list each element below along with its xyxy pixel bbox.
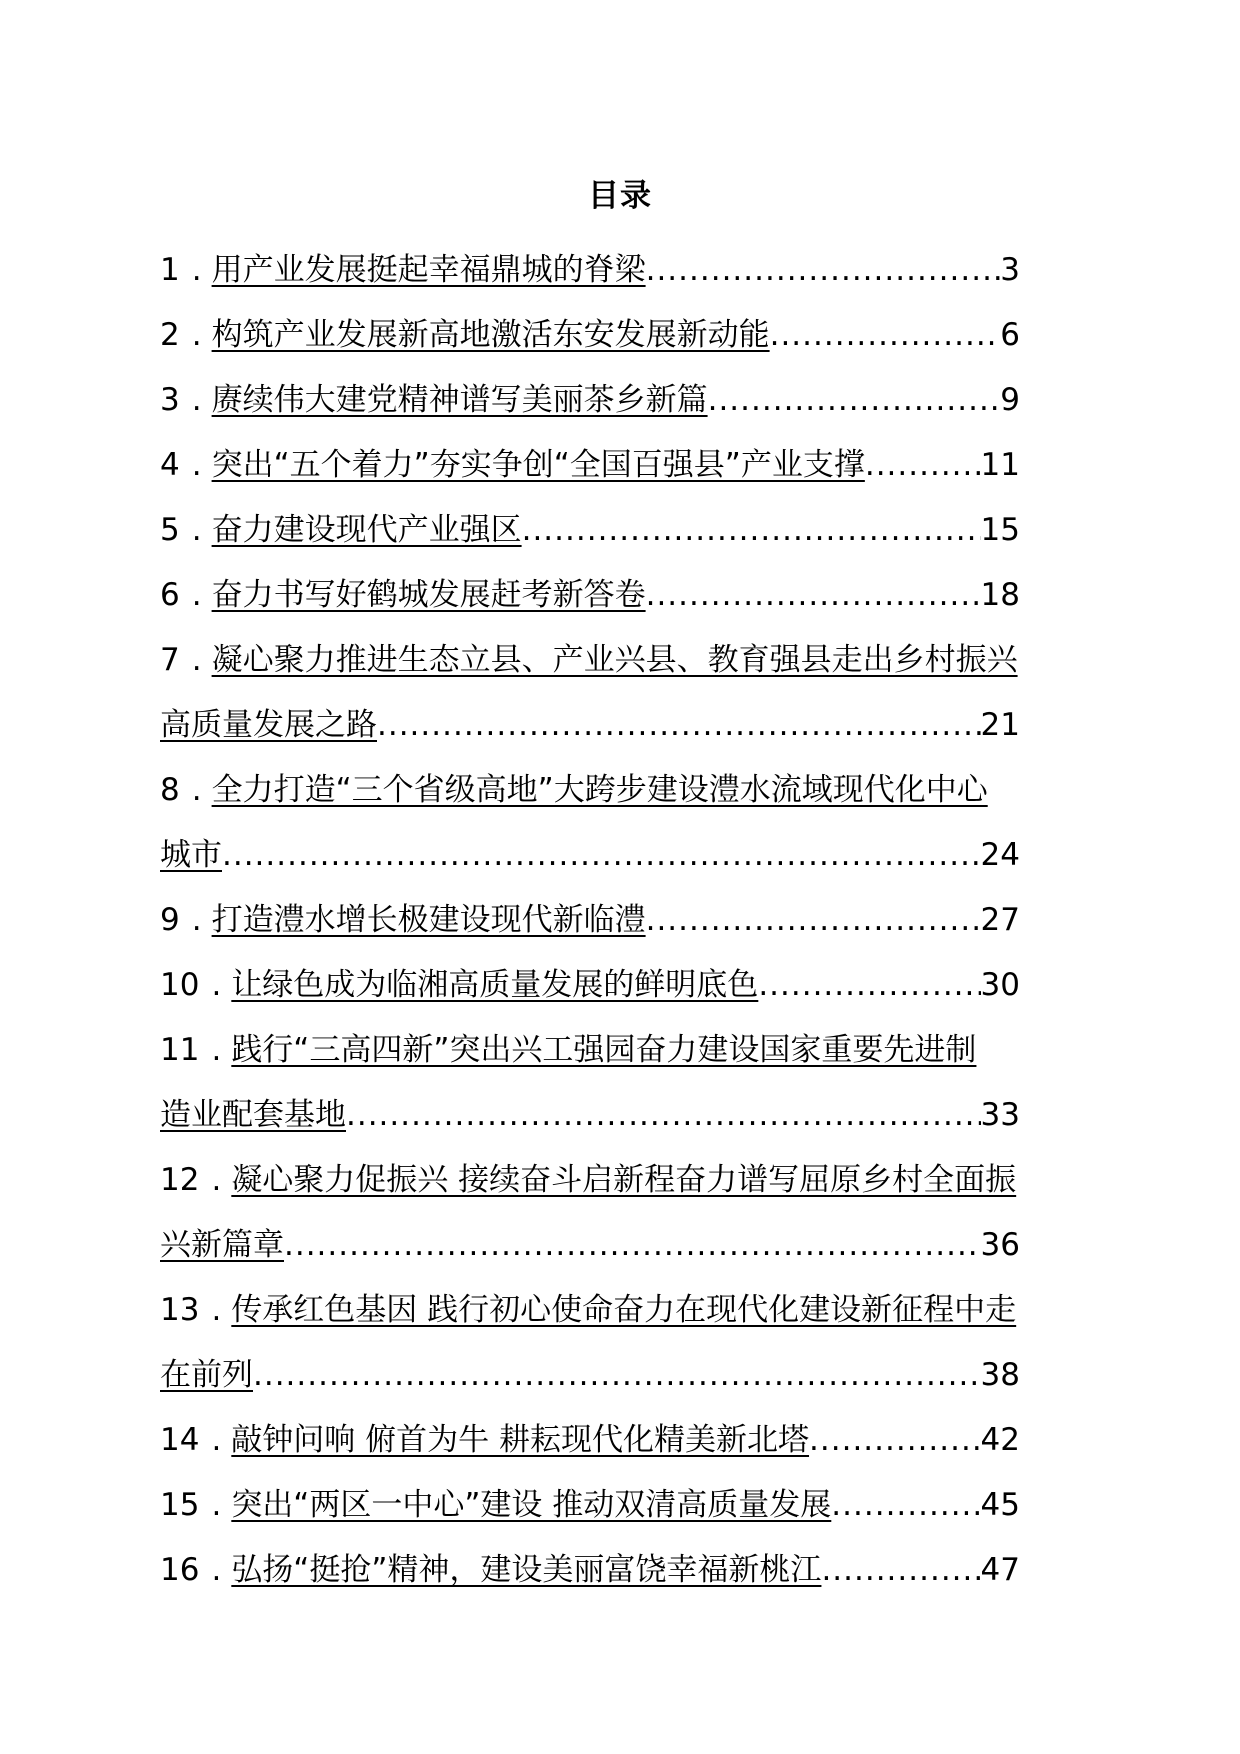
- toc-entry[interactable]: [160, 758, 1087, 888]
- toc-entry-number: 14: [160, 1422, 200, 1458]
- toc-entry-line: [160, 498, 1020, 563]
- toc-page-number[interactable]: 3: [1000, 252, 1020, 288]
- toc-dot-leader: [646, 888, 981, 953]
- toc-entry-title[interactable]: 在前列: [160, 1357, 253, 1393]
- toc-entry-number: 4: [160, 447, 180, 483]
- toc-dot-leader: [809, 1408, 981, 1473]
- toc-page-number[interactable]: 11: [980, 447, 1020, 483]
- toc-dot-leader: [646, 563, 981, 628]
- toc-entry-separator: .: [211, 1552, 222, 1588]
- toc-page-number[interactable]: 15: [980, 512, 1020, 548]
- toc-entry-separator: .: [191, 512, 202, 548]
- toc-entry-line: [160, 1083, 1020, 1148]
- toc-entry-title[interactable]: 造业配套基地: [160, 1097, 346, 1133]
- toc-entry-title[interactable]: 凝心聚力推进生态立县、产业兴县、教育强县走出乡村振兴: [211, 642, 1018, 678]
- page-title: 目录: [588, 178, 652, 214]
- toc-entry-line: [160, 368, 1020, 433]
- toc-entry[interactable]: [160, 563, 1087, 628]
- toc-entry-separator: .: [191, 902, 202, 938]
- toc-entry-number: 5: [160, 512, 180, 548]
- toc-page-number[interactable]: 24: [980, 837, 1020, 873]
- toc-entry-title[interactable]: 弘扬“挺抢”精神，建设美丽富饶幸福新桃江: [231, 1552, 822, 1588]
- toc-entry-line: [160, 303, 1020, 368]
- toc-entry-title[interactable]: 高质量发展之路: [160, 707, 377, 743]
- toc-entry-title[interactable]: 让绿色成为临湘高质量发展的鲜明底色: [231, 967, 759, 1003]
- toc-entry[interactable]: [160, 1148, 1087, 1278]
- toc-entry-title[interactable]: 奋力书写好鹤城发展赶考新答卷: [211, 577, 646, 613]
- toc-page-number[interactable]: 27: [980, 902, 1020, 938]
- toc-entry-title[interactable]: 兴新篇章: [160, 1227, 284, 1263]
- toc-entry[interactable]: [160, 303, 1087, 368]
- toc-entry[interactable]: [160, 368, 1087, 433]
- toc-entry-title[interactable]: 传承红色基因 践行初心使命奋力在现代化建设新征程中走: [231, 1292, 1017, 1328]
- toc-entry-title[interactable]: 践行“三高四新”突出兴工强园奋力建设国家重要先进制: [231, 1032, 977, 1068]
- toc-entry-title[interactable]: 奋力建设现代产业强区: [211, 512, 522, 548]
- toc-entry[interactable]: [160, 1018, 1087, 1148]
- toc-entry-title[interactable]: 突出“两区一中心”建设 推动双清高质量发展: [231, 1487, 832, 1523]
- toc-entry[interactable]: [160, 888, 1087, 953]
- toc-page-number[interactable]: 21: [980, 707, 1020, 743]
- toc-entry-line: [160, 1408, 1020, 1473]
- toc-entry-title[interactable]: 打造澧水增长极建设现代新临澧: [211, 902, 646, 938]
- toc-dot-leader: [346, 1083, 981, 1148]
- toc-entry-line: [160, 1473, 1020, 1538]
- toc-list: [160, 238, 1087, 1603]
- toc-entry-number: 9: [160, 902, 180, 938]
- toc-dot-leader: [377, 693, 981, 758]
- toc-entry-title[interactable]: 凝心聚力促振兴 接续奋斗启新程奋力谱写屈原乡村全面振: [231, 1162, 1017, 1198]
- toc-entry[interactable]: [160, 628, 1087, 758]
- toc-entry-number: 7: [160, 642, 180, 678]
- toc-entry-separator: .: [211, 1422, 222, 1458]
- toc-entry-line: [160, 1213, 1020, 1278]
- toc-entry-line: [160, 1538, 1020, 1603]
- toc-entry[interactable]: [160, 433, 1087, 498]
- toc-entry[interactable]: [160, 1538, 1087, 1603]
- toc-entry-number: 12: [160, 1162, 200, 1198]
- toc-entry-title[interactable]: 敲钟问响 俯首为牛 耕耘现代化精美新北塔: [231, 1422, 810, 1458]
- toc-page-number[interactable]: 47: [980, 1552, 1020, 1588]
- toc-entry[interactable]: [160, 238, 1087, 303]
- toc-entry-number: 16: [160, 1552, 200, 1588]
- toc-entry-number: 3: [160, 382, 180, 418]
- toc-dot-leader: [865, 433, 981, 498]
- toc-entry-title[interactable]: 用产业发展挺起幸福鼎城的脊梁: [211, 252, 646, 288]
- toc-entry-number: 1: [160, 252, 180, 288]
- toc-dot-leader: [758, 953, 980, 1018]
- toc-entry[interactable]: [160, 498, 1087, 563]
- toc-entry-line: [160, 693, 1020, 758]
- toc-page-number[interactable]: 18: [980, 577, 1020, 613]
- toc-dot-leader: [831, 1473, 980, 1538]
- toc-entry-number: 2: [160, 317, 180, 353]
- toc-entry-separator: .: [191, 317, 202, 353]
- toc-entry-separator: .: [211, 1292, 222, 1328]
- toc-entry-title[interactable]: 全力打造“三个省级高地”大跨步建设澧水流域现代化中心: [211, 772, 988, 808]
- toc-entry-line: [160, 238, 1020, 303]
- toc-entry-separator: .: [191, 252, 202, 288]
- toc-entry-title[interactable]: 突出“五个着力”夯实争创“全国百强县”产业支撑: [211, 447, 865, 483]
- toc-page-number[interactable]: 42: [980, 1422, 1020, 1458]
- toc-entry-separator: .: [211, 1032, 222, 1068]
- toc-entry-number: 11: [160, 1032, 200, 1068]
- toc-page-number[interactable]: 33: [980, 1097, 1020, 1133]
- toc-page-number[interactable]: 6: [1000, 317, 1020, 353]
- toc-dot-leader: [821, 1538, 980, 1603]
- toc-entry-line: [160, 1343, 1020, 1408]
- toc-dot-leader: [253, 1343, 981, 1408]
- toc-entry-number: 6: [160, 577, 180, 613]
- toc-entry-number: 13: [160, 1292, 200, 1328]
- toc-dot-leader: [284, 1213, 981, 1278]
- toc-entry[interactable]: [160, 953, 1087, 1018]
- toc-entry-separator: .: [191, 382, 202, 418]
- toc-entry-separator: .: [211, 1487, 222, 1523]
- toc-page-number[interactable]: 9: [1000, 382, 1020, 418]
- toc-page-number[interactable]: 36: [980, 1227, 1020, 1263]
- toc-dot-leader: [708, 368, 1001, 433]
- toc-entry-line: [160, 758, 1087, 823]
- toc-entry-line: [160, 1018, 1087, 1083]
- toc-entry-number: 15: [160, 1487, 200, 1523]
- toc-entry-line: [160, 628, 1087, 693]
- toc-entry-separator: .: [211, 967, 222, 1003]
- toc-page-number[interactable]: 45: [980, 1487, 1020, 1523]
- toc-entry-separator: .: [211, 1162, 222, 1198]
- toc-entry-separator: .: [191, 772, 202, 808]
- toc-entry-separator: .: [191, 577, 202, 613]
- toc-entry-line: [160, 888, 1020, 953]
- toc-page-number[interactable]: 38: [980, 1357, 1020, 1393]
- toc-entry-separator: .: [191, 447, 202, 483]
- toc-entry-line: [160, 953, 1020, 1018]
- toc-page-number[interactable]: 30: [980, 967, 1020, 1003]
- toc-entry[interactable]: [160, 1408, 1087, 1473]
- toc-entry-title[interactable]: 城市: [160, 837, 222, 873]
- toc-entry-number: 8: [160, 772, 180, 808]
- toc-dot-leader: [222, 823, 981, 888]
- toc-dot-leader: [522, 498, 981, 563]
- toc-entry[interactable]: [160, 1473, 1087, 1538]
- toc-entry-title[interactable]: 构筑产业发展新高地激活东安发展新动能: [211, 317, 770, 353]
- toc-entry-title[interactable]: 赓续伟大建党精神谱写美丽茶乡新篇: [211, 382, 708, 418]
- toc-entry-line: [160, 433, 1020, 498]
- toc-entry[interactable]: [160, 1278, 1087, 1408]
- toc-dot-leader: [770, 303, 1001, 368]
- toc-entry-separator: .: [191, 642, 202, 678]
- toc-entry-line: [160, 823, 1020, 888]
- toc-entry-number: 10: [160, 967, 200, 1003]
- toc-entry-line: [160, 563, 1020, 628]
- toc-entry-line: [160, 1278, 1087, 1343]
- toc-dot-leader: [646, 238, 1001, 303]
- toc-entry-line: [160, 1148, 1087, 1213]
